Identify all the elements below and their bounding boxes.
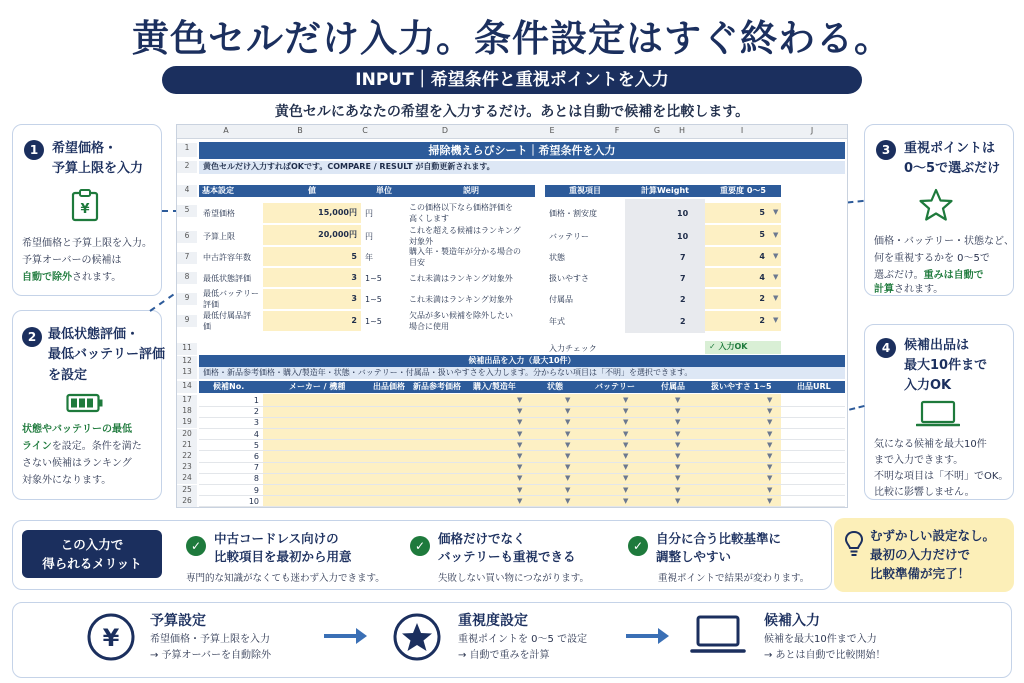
callout-text [870,526,995,583]
setting-desc: 対象外 [409,237,433,246]
setting-value-input[interactable]: 2 [263,311,361,331]
step-2-desc-1: 重視ポイントを 0～5 で設定 [458,634,588,645]
step-3-desc-1: 候補を最大10件まで入力 [764,634,877,645]
row-number: 13 [177,367,197,379]
card-price-desc-3b: されます。 [72,272,122,283]
row-number: 12 [177,356,197,368]
step-1-desc-1: 希望価格・予算上限を入力 [150,634,270,645]
step-3-desc-2: → あとは自動で比較開始！ [764,650,886,661]
list-header: 新品参考価格 [413,382,461,391]
dropdown-arrow-icon: ▼ [773,316,779,324]
setting-desc: これを超える候補はランキング [409,226,521,235]
dropdown-arrow-icon[interactable]: ▼ [675,396,681,404]
dropdown-arrow-icon[interactable]: ▼ [623,452,629,460]
hdr-desc: 説明 [407,185,535,197]
card-price-title-2: 予算上限を入力 [52,161,144,176]
card-cand-desc-3: 不明な項目は「不明」でOK。 [874,471,1009,482]
list-header: 候補No. [213,382,245,391]
check-label: 入力チェック [549,344,597,353]
merit-1-title-1: 中古コードレス向けの [214,531,339,546]
weight-gray-col [625,199,705,333]
dropdown-arrow-icon[interactable]: ▼ [517,474,523,483]
row-number: 21 [177,440,197,451]
importance-dropdown[interactable]: 5 [705,203,781,223]
row-number: 19 [177,417,197,428]
card-weights-title-1: 重視ポイントは [904,141,996,156]
svg-text:¥: ¥ [80,202,90,217]
dropdown-arrow-icon[interactable]: ▼ [767,474,773,483]
setting-value-input[interactable]: 15,000円 [263,203,361,223]
card-min-desc-1: 状態やバッテリーの最低 [22,424,132,435]
setting-label: 評価 [203,300,219,309]
row-number: 26 [177,496,197,507]
importance-dropdown[interactable]: 2 [705,311,781,331]
page-title: 黄色セルだけ入力。条件設定はすぐ終わる。 [132,17,892,60]
col-b[interactable]: B [297,126,303,135]
step-number-3: 3 [876,140,896,160]
hdr-item: 重視項目 [545,185,625,197]
dropdown-arrow-icon[interactable]: ▼ [623,463,629,472]
col-f[interactable]: F [614,126,620,135]
list-header: 扱いやすさ 1~5 [711,382,772,391]
importance-dropdown[interactable]: 5 [705,225,781,245]
dropdown-arrow-icon[interactable]: ▼ [565,407,571,416]
hdr-unit: 単位 [361,185,407,197]
row-number: 24 [177,473,197,484]
card-weights-title-2: 0～5で選ぶだけ [904,161,1001,176]
page-subtitle: 黄色セルにあなたの希望を入力するだけ。あとは自動で候補を比較します。 [274,104,750,120]
dropdown-arrow-icon: ▼ [773,252,779,260]
callout-line1: むずかしい設定なし。 [870,528,996,543]
importance-dropdown[interactable]: 4 [705,268,781,287]
card-cand-desc-4: 比較に影響しません。 [874,487,975,498]
dropdown-arrow-icon[interactable]: ▼ [565,496,571,505]
sheet-note: 黄色セルだけ入力すればOKです。COMPARE / RESULT が自動更新されます。 [199,161,845,174]
check-icon: ✓ [628,536,648,556]
importance-dropdown[interactable]: 4 [705,247,781,266]
setting-unit: 1~5 [365,295,382,304]
setting-unit: 年 [365,253,373,262]
weight-item: 年式 [549,317,565,326]
dropdown-arrow-icon[interactable]: ▼ [767,440,773,449]
svg-text:¥: ¥ [102,624,120,652]
yen-clipboard-icon [70,188,100,222]
candidate-number: 9 [253,485,259,495]
callout-line3: 比較準備が完了！ [870,566,971,581]
setting-desc: この価格以下なら価格評価を [409,203,513,212]
card-min-title-1: 最低状態評価・ [48,327,140,342]
weight-item: 状態 [549,253,565,262]
col-c[interactable]: C [362,126,368,135]
setting-unit: 円 [365,232,373,241]
dropdown-arrow-icon[interactable]: ▼ [767,496,773,505]
list-header: 付属品 [661,382,685,391]
col-g[interactable]: G [653,126,661,135]
row-number: 20 [177,429,197,440]
battery-icon [66,393,104,413]
weight-value: 10 [677,232,689,241]
card-price-desc-3a: 自動で除外 [22,272,72,283]
row-number: 23 [177,462,197,473]
card-weights-desc-4b: されます。 [894,284,944,295]
yen-circle-icon [86,612,136,662]
row-number: 5 [177,205,197,217]
card-price-desc-2: 予算オーバーの候補は [22,255,122,266]
card-weights-desc-1: 価格・バッテリー・状態など、 [874,236,1014,247]
card-cand-title-3: 入力OK [904,378,952,393]
step-number-1: 1 [24,140,44,160]
merit-2-title-2: バッテリーも重視できる [438,549,576,564]
setting-label: 希望価格 [203,209,235,218]
card-min-desc-2 [22,438,142,455]
step-1-title: 予算設定 [150,613,206,629]
arrow-right-icon [322,626,368,646]
hdr-importance: 重要度 0～5 [705,185,781,197]
setting-unit: 円 [365,209,373,218]
card-min-desc-2a: ライン [22,441,52,452]
dropdown-arrow-icon[interactable]: ▼ [767,407,773,416]
card-weights-desc-4 [874,281,943,298]
col-a[interactable]: A [223,126,229,135]
dropdown-arrow-icon[interactable]: ▼ [623,418,629,427]
setting-desc: 場合に使用 [409,322,449,331]
setting-desc: 欠品が多い候補を除外したい [409,311,513,320]
step-number-4: 4 [876,338,896,358]
laptop-icon [690,614,746,656]
row-number: 25 [177,485,197,496]
weight-item: 扱いやすさ [549,274,589,283]
dropdown-arrow-icon[interactable]: ▼ [675,463,681,472]
dropdown-arrow-icon[interactable]: ▼ [767,418,773,427]
dropdown-arrow-icon: ▼ [773,208,779,216]
dropdown-arrow-icon[interactable]: ▼ [623,485,629,494]
setting-desc: 高くします [409,214,449,223]
dropdown-arrow-icon[interactable]: ▼ [565,440,571,449]
arrow-right-icon [624,626,670,646]
candidate-number: 3 [253,418,259,428]
row-number: 22 [177,451,197,462]
dropdown-arrow-icon[interactable]: ▼ [517,452,523,460]
row-number: 17 [177,395,197,406]
candidate-number: 1 [253,396,259,405]
dropdown-arrow-icon[interactable]: ▼ [675,496,681,505]
list-header: 購入/製造年 [473,382,516,391]
card-min-desc-2b: を設定。条件を満た [51,441,142,452]
card-weights-desc-4a: 計算 [874,284,894,295]
dropdown-arrow-icon[interactable]: ▼ [565,485,571,494]
star-icon [918,188,954,222]
weight-item: 付属品 [549,295,573,304]
card-cand-title-1: 候補出品は [904,338,970,353]
setting-label: 予算上限 [203,232,235,241]
dropdown-arrow-icon[interactable]: ▼ [767,429,773,438]
setting-unit: 1~5 [365,317,382,326]
dropdown-arrow-icon[interactable]: ▼ [675,440,681,449]
dropdown-arrow-icon[interactable]: ▼ [517,429,523,438]
card-price-desc-1: 希望価格と予算上限を入力。 [22,238,152,249]
weight-value: 10 [677,209,689,218]
column-header-bar [177,125,847,139]
card-min-desc-3: さない候補はランキング [22,458,132,469]
setting-value-input[interactable]: 20,000円 [263,225,361,245]
setting-value-input[interactable]: 5 [263,247,361,266]
row-number: 14 [177,381,197,393]
candidate-number: 7 [253,463,259,473]
row-number: 9 [177,315,197,327]
dropdown-arrow-icon[interactable]: ▼ [517,396,523,404]
list-header: バッテリー [595,382,635,391]
check-status: ✓ 入力OK [705,341,781,354]
hdr-value: 値 [263,185,361,197]
dropdown-arrow-icon[interactable]: ▼ [565,429,571,438]
row-number: 4 [177,185,197,197]
merits-tag-line2: 得られるメリット [42,556,142,571]
col-e[interactable]: E [549,126,555,135]
col-i[interactable]: I [740,126,744,135]
list-header: 状態 [547,382,563,391]
row-divider [199,506,845,507]
dropdown-arrow-icon[interactable]: ▼ [517,440,523,449]
dropdown-arrow-icon[interactable]: ▼ [675,407,681,416]
callout-line2: 最初の入力だけで [870,547,971,562]
step-1-desc-2: → 予算オーバーを自動除外 [150,650,272,661]
row-number: 7 [177,252,197,264]
col-j[interactable]: J [810,126,814,135]
card-min-title-2: 最低バッテリー評価 [48,347,166,362]
step-number-2: 2 [22,327,42,347]
hdr-basic: 基本設定 [199,185,263,197]
dropdown-arrow-icon[interactable]: ▼ [517,485,523,494]
card-cand-desc-2: まで入力できます。 [874,455,964,466]
dropdown-arrow-icon[interactable]: ▼ [565,452,571,460]
dropdown-arrow-icon[interactable]: ▼ [517,407,523,416]
row-number: 8 [177,272,197,284]
setting-value-input[interactable]: 3 [263,289,361,309]
dropdown-arrow-icon[interactable]: ▼ [565,474,571,483]
setting-label: 価 [203,322,211,331]
dropdown-arrow-icon[interactable]: ▼ [517,463,523,472]
check-icon: ✓ [410,536,430,556]
dropdown-arrow-icon[interactable]: ▼ [623,429,629,438]
dropdown-arrow-icon[interactable]: ▼ [565,463,571,472]
candidates-header: 候補出品を入力（最大10件） [199,355,845,367]
dropdown-arrow-icon[interactable]: ▼ [623,474,629,483]
candidate-number: 2 [253,407,259,417]
weight-value: 7 [680,253,686,262]
row-number: 6 [177,231,197,243]
merit-1-title-2: 比較項目を最初から用意 [214,549,352,564]
setting-value-input[interactable]: 3 [263,268,361,287]
merits-tag-line1: この入力で [60,537,124,552]
setting-label: 最低バッテリー [203,289,259,298]
col-d[interactable]: D [441,126,449,135]
setting-desc: これ未満はランキング対象外 [409,295,513,304]
dropdown-arrow-icon[interactable]: ▼ [767,485,773,494]
dropdown-arrow-icon[interactable]: ▼ [623,396,629,404]
sheet-title: 掃除機えらびシート｜希望条件を入力 [199,142,845,159]
list-header: 出品URL [797,382,831,391]
dropdown-arrow-icon: ▼ [773,273,779,281]
dropdown-arrow-icon[interactable]: ▼ [675,452,681,460]
weight-value: 2 [680,317,686,326]
setting-unit: 1~5 [365,274,382,283]
weight-item: 価格・割安度 [549,209,597,218]
dropdown-arrow-icon[interactable]: ▼ [675,485,681,494]
card-price-desc-3 [22,269,121,286]
lightbulb-icon [844,530,864,558]
dropdown-arrow-icon: ▼ [773,231,779,239]
dropdown-arrow-icon[interactable]: ▼ [675,429,681,438]
weight-value: 2 [680,295,686,304]
list-header: メーカー / 機種 [289,382,346,391]
merit-2-title-1: 価格だけでなく [438,531,526,546]
setting-desc: 購入年・製造年が分かる場合の [409,247,521,256]
hdr-weight: 計算Weight [625,185,705,197]
setting-label: 最低付属品評 [203,311,251,320]
dropdown-arrow-icon[interactable]: ▼ [767,396,773,404]
candidate-number: 5 [253,440,259,450]
merit-3-title-1: 自分に合う比較基準に [656,531,782,546]
candidate-number: 4 [253,429,259,439]
step-2-title: 重視度設定 [458,613,528,629]
card-weights-desc-3a: 選ぶだけ。 [874,270,924,281]
row-number: 18 [177,406,197,417]
card-cand-desc-1: 気になる候補を最大10件 [874,439,987,450]
row-number: 2 [177,161,197,173]
dropdown-arrow-icon[interactable]: ▼ [623,407,629,416]
row-number: 1 [177,143,197,157]
section-banner: INPUT｜希望条件と重視ポイントを入力 [162,66,862,94]
setting-desc: これ未満はランキング対象外 [409,274,513,283]
candidate-number: 10 [248,496,259,506]
laptop-icon [916,400,960,428]
setting-label: 中古許容年数 [203,253,251,262]
dropdown-arrow-icon[interactable]: ▼ [517,496,523,505]
merit-1-desc: 専門的な知識がなくても迷わず入力できます。 [186,573,385,584]
spreadsheet[interactable] [176,124,848,508]
dropdown-arrow-icon: ▼ [773,294,779,302]
dropdown-arrow-icon[interactable]: ▼ [675,418,681,427]
candidate-number: 8 [253,474,259,484]
star-circle-icon [392,612,442,662]
dropdown-arrow-icon[interactable]: ▼ [767,463,773,472]
card-price-title-1: 希望価格・ [52,141,118,156]
dropdown-arrow-icon[interactable]: ▼ [565,396,571,404]
row-number: 9 [177,293,197,305]
candidate-number: 6 [253,452,259,461]
candidates-note: 価格・新品参考価格・購入/製造年・状態・バッテリー・付属品・扱いやすさを入力します。分からない項目は「不明」を選択できます。 [199,367,845,379]
weight-item: バッテリー [549,232,589,241]
dropdown-arrow-icon[interactable]: ▼ [675,474,681,483]
card-cand-title-2: 最大10件まで [904,358,988,373]
card-min-desc-4: 対象外になります。 [22,475,112,486]
dropdown-arrow-icon[interactable]: ▼ [517,418,523,427]
merit-2-desc: 失敗しない買い物につながります。 [438,573,590,584]
dropdown-arrow-icon[interactable]: ▼ [623,440,629,449]
setting-desc: 目安 [409,258,425,267]
dropdown-arrow-icon[interactable]: ▼ [623,496,629,505]
importance-dropdown[interactable]: 2 [705,289,781,309]
card-min-title-3: を設定 [48,368,88,383]
dropdown-arrow-icon[interactable]: ▼ [767,452,773,460]
dropdown-arrow-icon[interactable]: ▼ [565,418,571,427]
step-2-desc-2: → 自動で重みを計算 [458,650,550,661]
merit-3-desc: 重視ポイントで結果が変わります。 [658,573,810,584]
step-3-title: 候補入力 [764,613,820,629]
merit-3-title-2: 調整しやすい [656,549,732,564]
col-h[interactable]: H [678,126,685,135]
setting-label: 最低状態評価 [203,274,251,283]
weight-value: 7 [680,274,686,283]
card-weights-desc-2: 何を重視するかを 0～5で [874,253,990,264]
check-icon: ✓ [186,536,206,556]
card-weights-desc-3b: 重みは自動で [923,270,984,281]
list-header: 出品価格 [373,382,405,391]
row-number: 11 [177,343,197,355]
merits-tag [22,530,162,578]
